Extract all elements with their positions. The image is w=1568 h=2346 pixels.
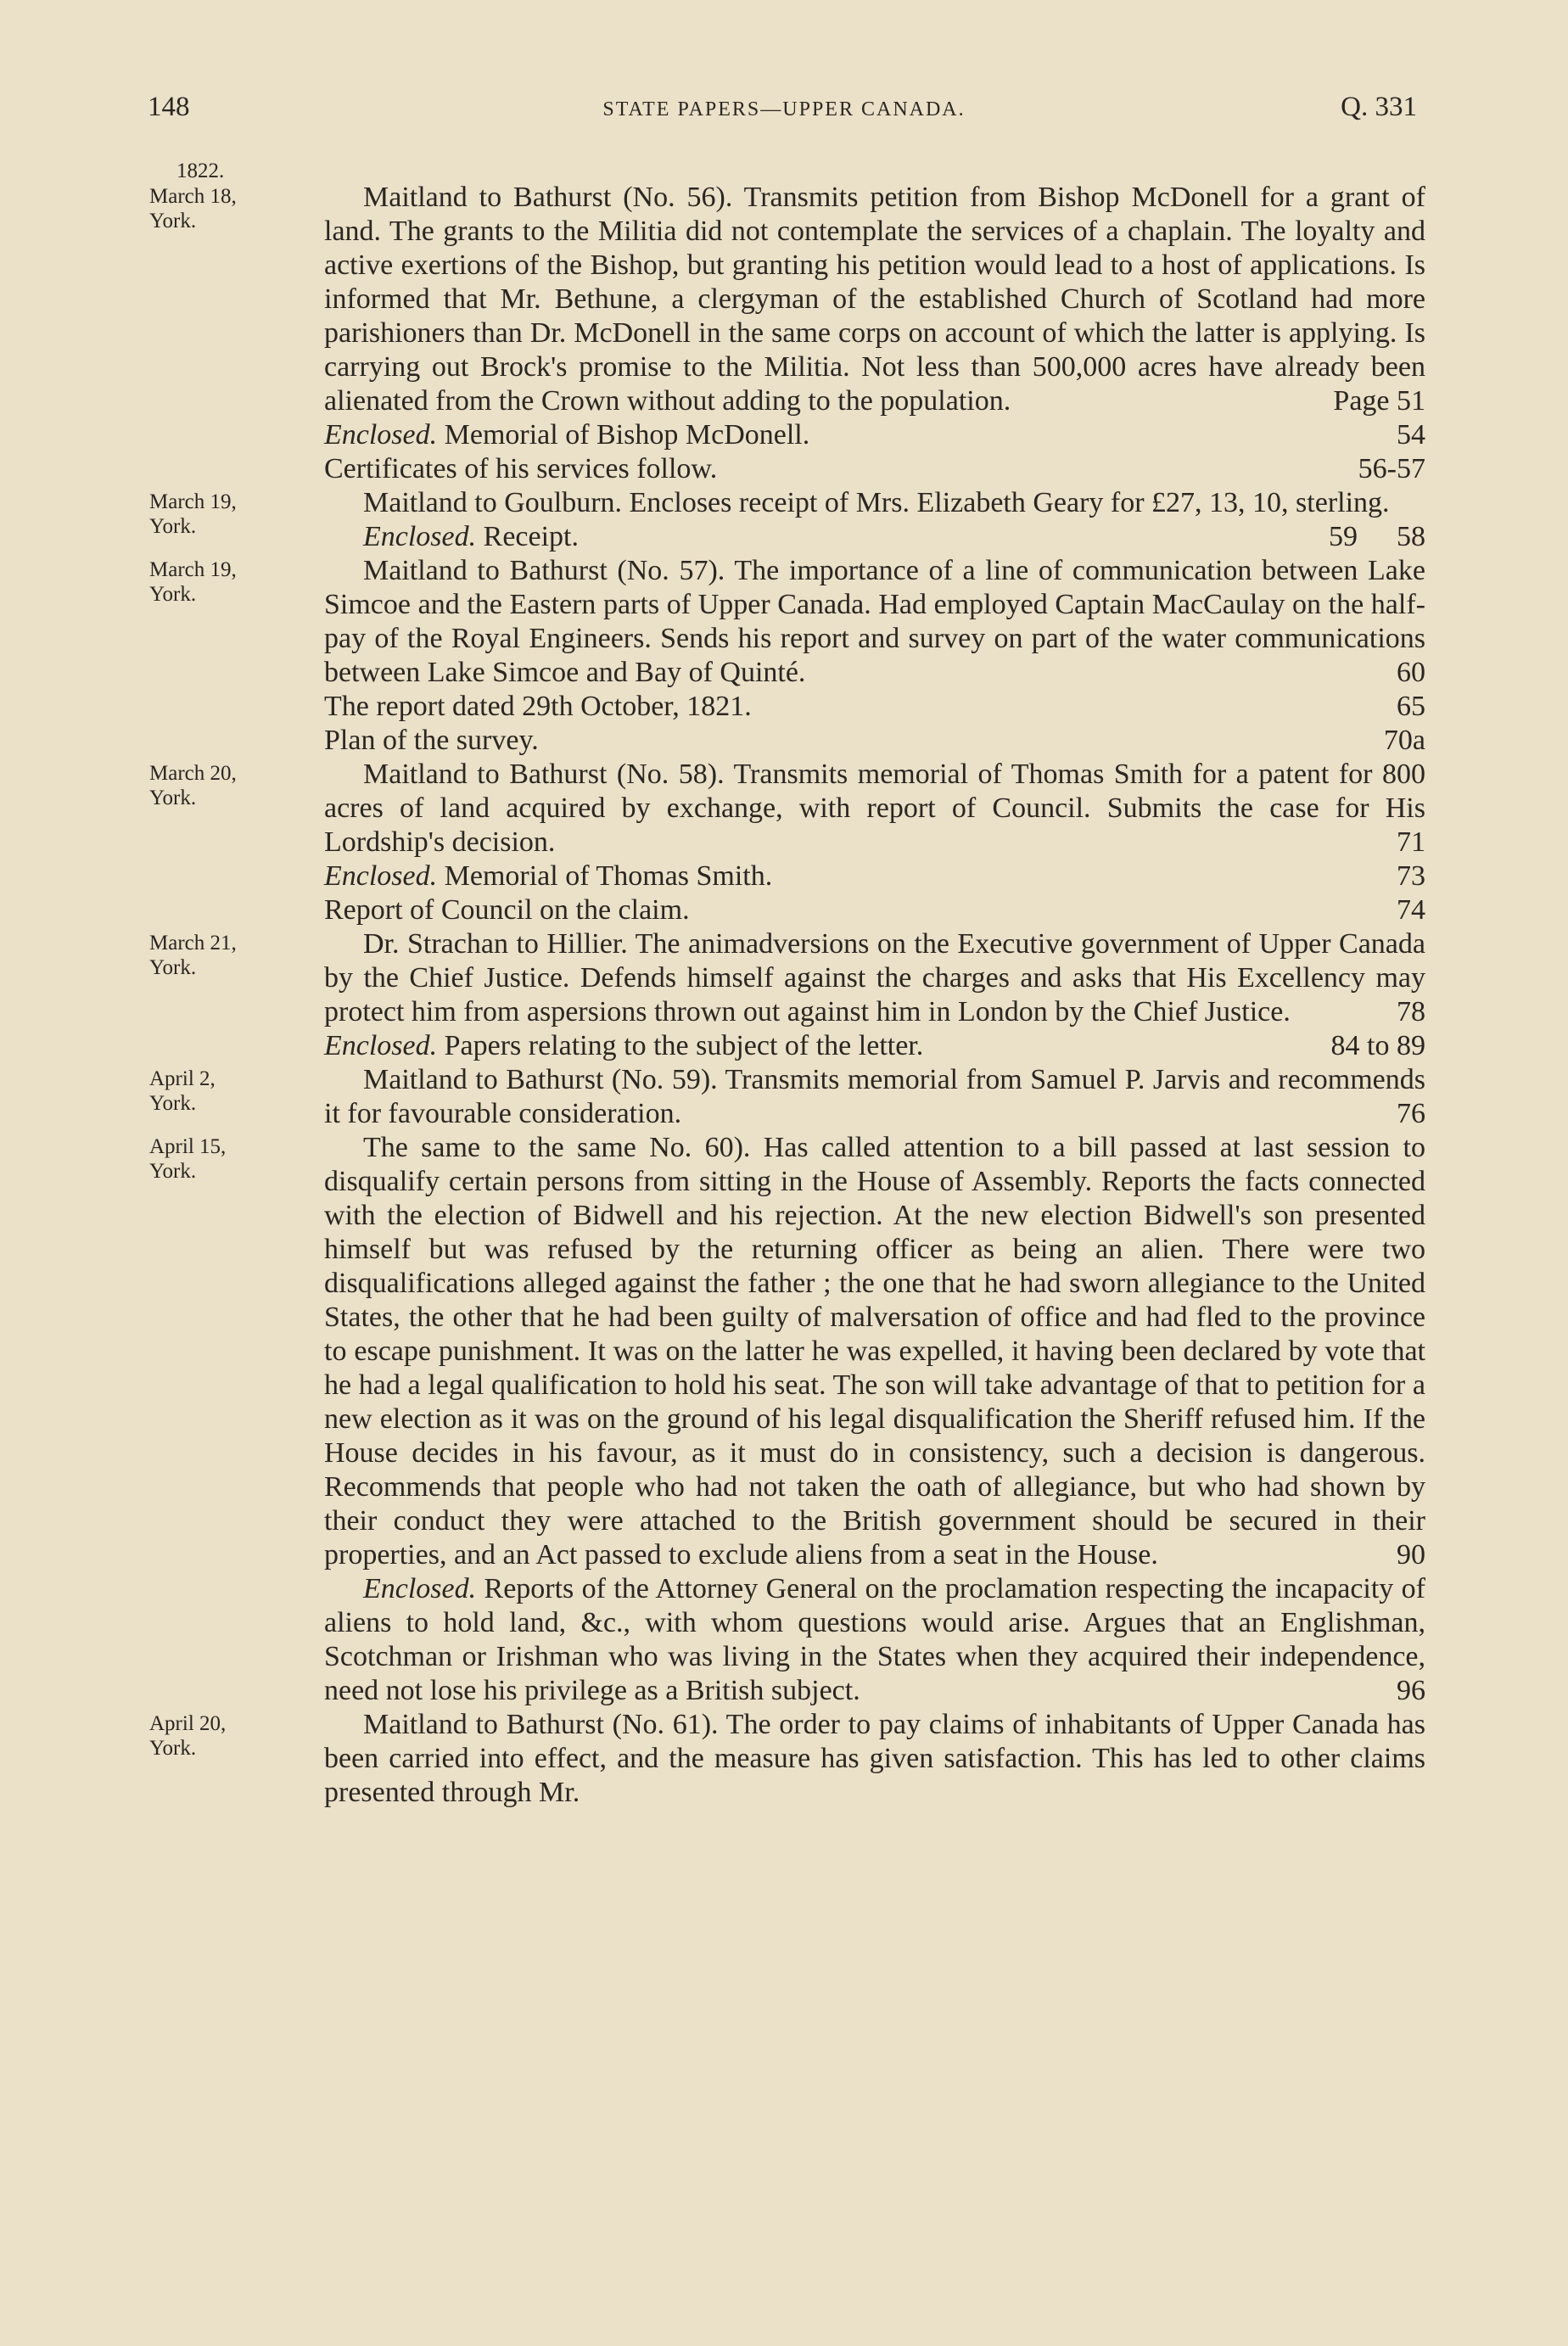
enclosure-line xyxy=(285,418,1425,452)
page-header xyxy=(0,92,1568,134)
entry-summary-text: Maitland to Bathurst (No. 56). Transmits petition from Bishop McDonell for a grant of land. The grants to the Militia did not contemplate the services of a chaplain. The loyalty and active exertions of the Bishop, but granting his petition would lead to a host of applications. Is informed that Mr. Bethune, a clergyman of the established Church of Scotland had more parishioners than Dr. McDonell in the same corps on account of which the latter is applying. Is carrying out Brock's promise to the Militia. Not less than 500,000 acres have already been alienated from the Crown without adding to the population. xyxy=(324,182,1425,417)
enclosure-desc xyxy=(363,520,579,554)
entry-place: York. xyxy=(149,583,197,606)
enclosure-page-ref: 73 xyxy=(1397,860,1425,892)
calendar-entry xyxy=(0,1708,1568,1810)
entry-summary-text: Maitland to Bathurst (No. 58). Transmits memorial of Thomas Smith for a patent for 800 acres of land acquired by exchange, with report of Council. Submits the case for His Lordship's decision. xyxy=(324,759,1425,858)
entry-text xyxy=(324,927,1425,1063)
entry-summary xyxy=(324,758,1425,859)
calendar-entry xyxy=(0,181,1568,486)
entry-summary xyxy=(324,554,1425,690)
entry-date: April 2, xyxy=(149,1067,216,1090)
entry-margin-note xyxy=(149,1134,311,1184)
entry-place: York. xyxy=(149,1160,197,1183)
enclosure-page-ref: 84 to 89 xyxy=(1330,1030,1425,1061)
calendar-entry xyxy=(0,927,1568,1063)
enclosure-label: Enclosed. xyxy=(324,419,438,451)
entry-summary-text: Dr. Strachan to Hillier. The animadversions on the Executive government of Upper Canada by the Chief Justice. Defends himself against the charges and asks that His Excellency may protect him from aspersions thrown out against him in London by the Chief Justice. xyxy=(324,928,1425,1027)
entry-date: March 21, xyxy=(149,932,237,955)
entry-date: April 15, xyxy=(149,1135,227,1158)
enclosure-line xyxy=(285,690,1425,724)
enclosure-desc xyxy=(324,418,809,452)
entry-text xyxy=(324,758,1425,927)
enclosure-page-ref: 59 xyxy=(1329,521,1358,552)
entry-summary-text: Maitland to Goulburn. Encloses receipt of Mrs. Elizabeth Geary for £27, 13, 10, sterling. xyxy=(363,487,1390,518)
enclosure-text: Receipt. xyxy=(483,521,579,552)
enclosure-text: Report of Council on the claim. xyxy=(324,894,690,926)
calendar-entry xyxy=(0,1063,1568,1131)
enclosure-desc xyxy=(324,724,539,758)
entry-place: York. xyxy=(149,1092,197,1115)
entry-margin-note xyxy=(149,557,311,607)
entry-page-ref: Page 51 xyxy=(1333,385,1425,417)
entry-text xyxy=(324,1708,1425,1810)
entry-page-ref: 71 xyxy=(1397,826,1425,858)
enclosure-line xyxy=(285,1029,1425,1063)
entry-margin-note xyxy=(149,1067,311,1116)
enclosure-label: Enclosed. xyxy=(324,860,438,892)
running-title: STATE PAPERS—UPPER CANADA. xyxy=(602,98,966,120)
enclosure-page-ref: 70a xyxy=(1383,725,1425,756)
calendar-entry xyxy=(0,554,1568,758)
entry-date: March 18, xyxy=(149,185,237,208)
entry-text xyxy=(324,1131,1425,1708)
entry-page-ref: 78 xyxy=(1397,996,1425,1027)
entry-page-ref: 76 xyxy=(1397,1098,1425,1129)
year-heading: 1822. xyxy=(176,160,225,182)
enclosure-text: Certificates of his services follow. xyxy=(324,453,718,484)
entry-date: March 19, xyxy=(149,558,237,581)
entry-margin-note xyxy=(149,490,311,539)
enclosure-label: Enclosed. xyxy=(363,1573,477,1604)
entry-date: March 19, xyxy=(149,490,237,513)
entry-text xyxy=(324,486,1425,554)
entry-summary xyxy=(324,181,1425,418)
enclosure-label: Enclosed. xyxy=(363,521,477,552)
enclosure-label: Enclosed. xyxy=(324,1030,438,1061)
volume-reference: Q. 331 xyxy=(1341,92,1417,122)
enclosure-line xyxy=(285,859,1425,893)
calendar-entry xyxy=(0,1131,1568,1708)
calendar-entries xyxy=(0,181,1568,1810)
entry-summary-text: Maitland to Bathurst (No. 57). The importance of a line of communication between Lake Simcoe and the Eastern parts of Upper Canada. Had employed Captain MacCaulay on the half-pay of the Royal Engineers. Sends his report and survey on part of the water communications between Lake Simcoe and Bay of Quinté. xyxy=(324,555,1425,688)
enclosure-page-ref: 54 xyxy=(1397,419,1425,451)
entry-page-ref: 90 xyxy=(1397,1539,1425,1571)
entry-date: April 20, xyxy=(149,1712,227,1735)
entry-margin-note xyxy=(149,761,311,810)
entry-summary xyxy=(324,927,1425,1029)
entry-summary-text: Maitland to Bathurst (No. 61). The order to pay claims of inhabitants of Upper Canada has been carried into effect, and the measure has given satisfaction. This has led to other claims presented through Mr. xyxy=(324,1709,1425,1808)
entry-text xyxy=(324,181,1425,486)
enclosure-page-ref: 96 xyxy=(1397,1675,1425,1706)
entry-text xyxy=(324,1063,1425,1131)
enclosure-line xyxy=(285,452,1425,486)
entry-place: York. xyxy=(149,210,197,232)
entry-place: York. xyxy=(149,515,197,538)
enclosure-line xyxy=(285,893,1425,927)
enclosure-text: Plan of the survey. xyxy=(324,725,539,756)
entry-place: York. xyxy=(149,787,197,809)
entry-summary xyxy=(324,1131,1425,1572)
enclosure-line xyxy=(285,724,1425,758)
calendar-entry xyxy=(0,758,1568,927)
enclosure-text: Reports of the Attorney General on the proclamation respecting the incapacity of aliens to hold land, &c., with whom questions would arise. Argues that an Englishman, Scotchman or Irishman who was living in the States when they acquired their independence, need not lose his privilege as a British subject. xyxy=(324,1573,1426,1706)
enclosure-desc xyxy=(324,452,717,486)
entry-margin-note xyxy=(149,931,311,980)
entry-summary-text: Maitland to Bathurst (No. 59). Transmits memorial from Samuel P. Jarvis and recommends it for favourable consideration. xyxy=(324,1064,1425,1129)
entry-text xyxy=(324,554,1425,758)
enclosure-desc xyxy=(324,893,690,927)
enclosure-page-ref: 56-57 xyxy=(1358,453,1425,484)
page-number: 148 xyxy=(148,92,190,122)
entry-summary-text: The same to the same No. 60). Has called attention to a bill passed at last session to disqualify certain persons from sitting in the House of Assembly. Reports the facts connected with the election of Bidwell and his rejection. At the new election Bidwell's son presented himself but was refused by the returning officer as being an alien. There were two disqualifications alleged against the father ; the one that he had sworn allegiance to the United States, the other that he had been guilty of malversation of office and had fled to the province to escape punishment. It was on the latter he was expelled, it having been declared by vote that he had a legal qualification to hold his seat. The son will take advantage of that to petition for a new election as it was on the ground of his legal disqualification the Sheriff refused him. If the House decides in his favour, as it must do in consistency, such a decision is dangerous. Recommends that people who had not taken the oath of allegiance, but who had shown by their conduct they were attached to the British government should be secured in their properties, and an Act passed to exclude aliens from a seat in the House. xyxy=(324,1132,1425,1571)
enclosure-desc xyxy=(324,1029,923,1063)
enclosure-text: Papers relating to the subject of the letter. xyxy=(444,1030,924,1061)
entry-summary xyxy=(324,1708,1425,1810)
enclosure-desc xyxy=(324,859,772,893)
entry-summary xyxy=(324,1063,1425,1131)
enclosure-line xyxy=(324,520,1358,554)
enclosure-text: Memorial of Thomas Smith. xyxy=(444,860,773,892)
enclosure-paragraph xyxy=(324,1572,1425,1708)
entry-page-ref: 58 xyxy=(1397,521,1425,552)
calendar-entry xyxy=(0,486,1568,554)
enclosure-text: Memorial of Bishop McDonell. xyxy=(444,419,810,451)
enclosure-page-ref: 65 xyxy=(1397,691,1425,722)
enclosure-text: The report dated 29th October, 1821. xyxy=(324,691,752,722)
entry-place: York. xyxy=(149,1737,197,1760)
entry-page-ref: 60 xyxy=(1397,657,1425,688)
entry-margin-note xyxy=(149,184,311,233)
enclosure-page-ref: 74 xyxy=(1397,894,1425,926)
entry-place: York. xyxy=(149,956,197,979)
entry-date: March 20, xyxy=(149,762,237,785)
entry-margin-note xyxy=(149,1711,311,1761)
enclosure-desc xyxy=(324,690,752,724)
